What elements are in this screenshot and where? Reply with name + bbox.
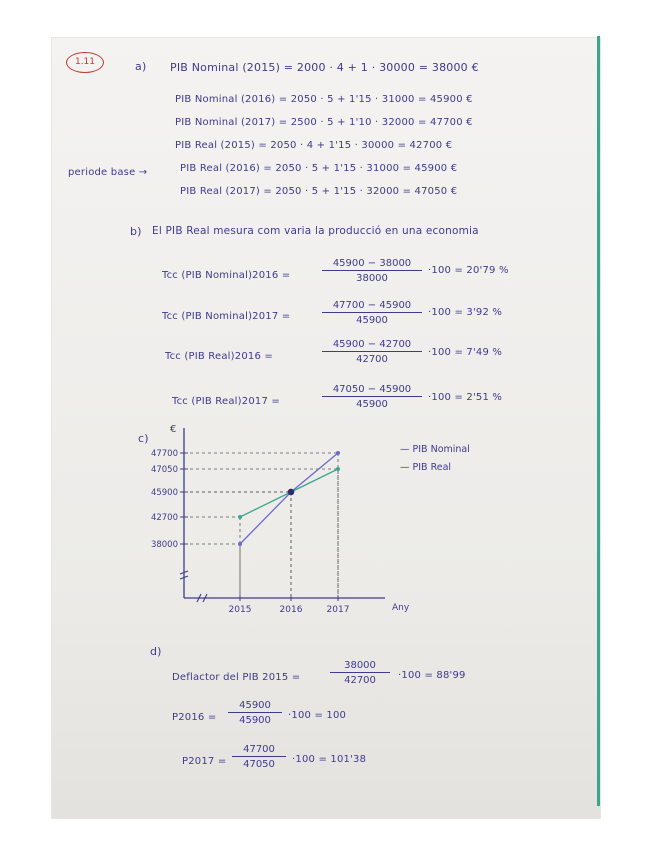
rate-label-nominal-2017: Tcc (PIB Nominal)2017 = [162,311,291,322]
part-a-line-2: PIB Nominal (2016) = 2050 · 5 + 1'15 · 31000 = 45900 € [175,94,473,105]
part-b-label: b) [130,225,142,238]
part-d-label: d) [150,645,162,658]
rate-den: 42700 [356,354,388,365]
p2017-result: ·100 = 101'38 [292,754,367,765]
y-tick-label: 38000 [150,540,178,550]
x-tick-label: 2017 [326,605,350,615]
x-tick-label: 2016 [279,605,303,615]
p2016-den: 45900 [239,715,271,726]
part-a-line-3: PIB Nominal (2017) = 2500 · 5 + 1'10 · 32000 = 47700 € [175,117,473,128]
p2017-num: 47700 [232,744,286,757]
rate-num: 47700 − 45900 [322,300,422,313]
part-c-label: c) [138,432,149,445]
rate-num: 45900 − 38000 [322,258,422,271]
exercise-number: 1.11 [66,52,104,73]
rate-den: 45900 [356,399,388,410]
y-tick-label: 42700 [150,513,178,523]
rate-fraction-real-2016 [322,339,422,365]
y-axis-label: € [170,424,177,435]
part-a-line-6: PIB Real (2017) = 2050 · 5 + 1'15 · 32000 = 47050 € [180,186,458,197]
deflator-result: ·100 = 88'99 [398,670,466,681]
rate-fraction-nominal-2016 [322,258,422,284]
x-axis-label: Any [392,603,410,613]
p2017-fraction [232,744,286,770]
rate-den: 38000 [356,273,388,284]
p2016-label: P2016 = [172,712,217,723]
p2016-fraction [228,700,282,726]
rate-fraction-nominal-2017 [322,300,422,326]
y-tick-label: 47700 [150,449,178,459]
rate-label-real-2017: Tcc (PIB Real)2017 = [172,396,280,407]
y-tick-label: 45900 [150,488,178,498]
rate-result-real-2016: ·100 = 7'49 % [428,347,503,358]
paper-edge [597,36,600,806]
deflator-num: 38000 [330,660,390,673]
deflator-label: Deflactor del PIB 2015 = [172,672,301,683]
rate-result-real-2017: ·100 = 2'51 % [428,392,503,403]
deflator-den: 42700 [344,675,376,686]
rate-label-nominal-2016: Tcc (PIB Nominal)2016 = [162,270,291,281]
legend-entry-1: — PIB Real [400,462,452,473]
deflator-fraction [330,660,390,686]
part-a-line-1: PIB Nominal (2015) = 2000 · 4 + 1 · 30000 = 38000 € [170,61,479,74]
rate-den: 45900 [356,315,388,326]
p2016-num: 45900 [228,700,282,713]
rate-num: 45900 − 42700 [322,339,422,352]
y-tick-label: 47050 [150,465,178,475]
part-a-line-5: PIB Real (2016) = 2050 · 5 + 1'15 · 31000 = 45900 € [180,163,458,174]
base-period-note: periode base → [68,167,148,178]
p2017-label: P2017 = [182,756,227,767]
rate-result-nominal-2017: ·100 = 3'92 % [428,307,503,318]
rate-result-nominal-2016: ·100 = 20'79 % [428,265,509,276]
paper-sheet [52,38,600,818]
p2017-den: 47050 [243,759,275,770]
x-tick-label: 2015 [228,605,252,615]
rate-fraction-real-2017 [322,384,422,410]
part-a-label: a) [135,60,147,73]
part-b-statement: El PIB Real mesura com varia la producció en una economia [152,225,479,237]
p2016-result: ·100 = 100 [288,710,347,721]
part-a-line-4: PIB Real (2015) = 2050 · 4 + 1'15 · 30000 = 42700 € [175,140,453,151]
rate-num: 47050 − 45900 [322,384,422,397]
rate-label-real-2016: Tcc (PIB Real)2016 = [165,351,273,362]
legend-entry-0: — PIB Nominal [400,444,470,455]
